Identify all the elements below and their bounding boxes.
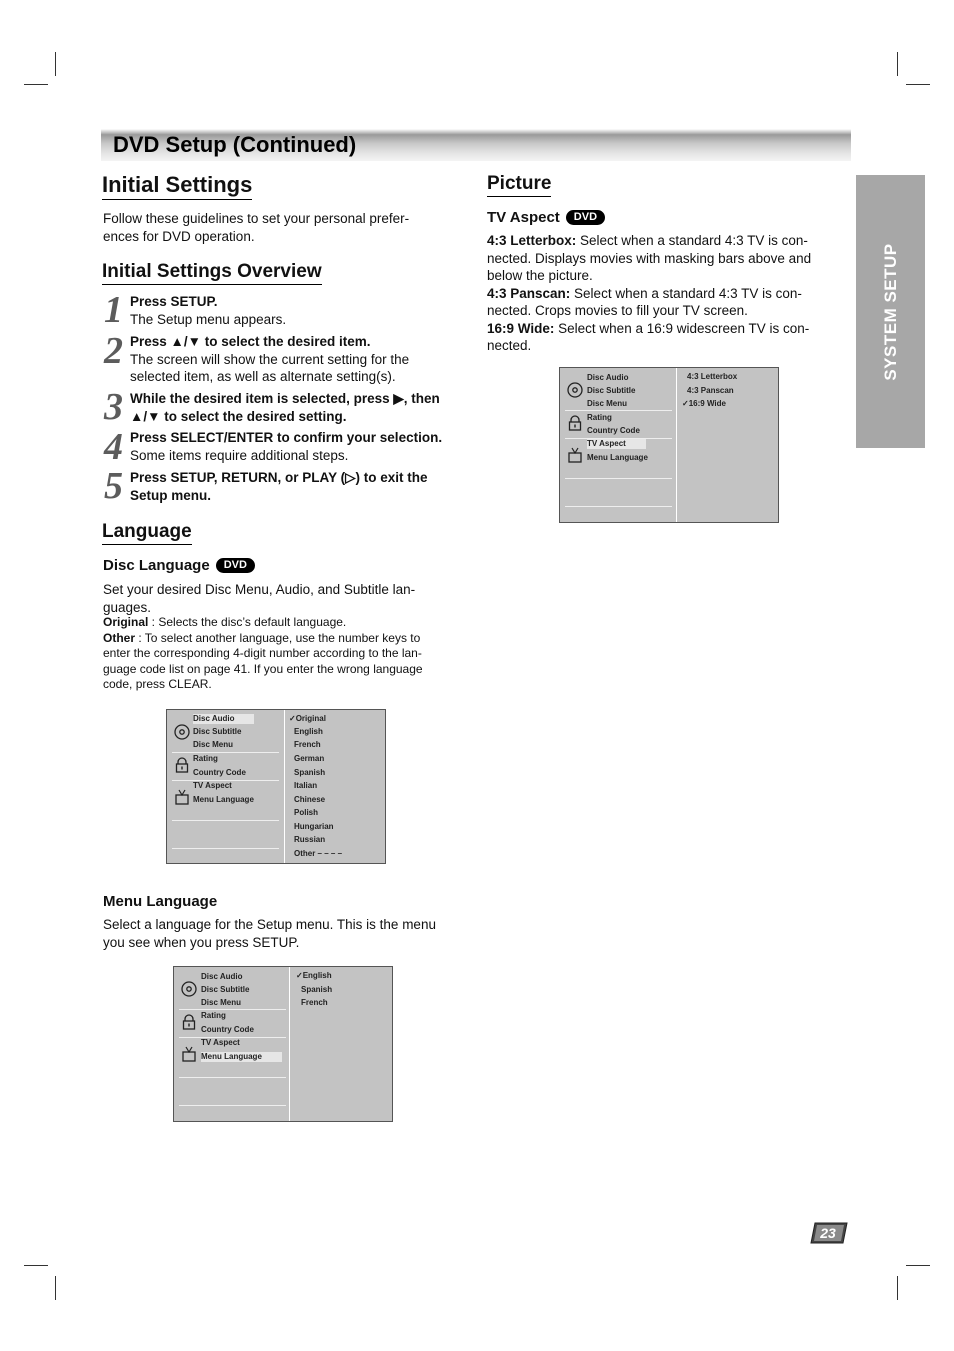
step-5 [130, 469, 427, 504]
tv-aspect-description [487, 232, 811, 355]
option-original[interactable]: ✓Original [289, 714, 326, 723]
disc-language-title: Disc Language [103, 557, 210, 574]
panscan-text: Select when a standard 4:3 TV is con- [570, 285, 802, 301]
option-polish[interactable]: Polish [294, 808, 319, 817]
step-number: 5 [104, 465, 123, 507]
menu-item-menu-language[interactable]: Menu Language [587, 453, 648, 462]
menu-item-disc-audio[interactable]: Disc Audio [193, 714, 254, 724]
menu-item-disc-menu[interactable]: Disc Menu [201, 998, 242, 1007]
other-text: code, press CLEAR. [103, 677, 212, 691]
description-line: Select a language for the Setup menu. This is the menu [103, 917, 436, 932]
description-line: guages. [103, 599, 152, 615]
menu-item-country-code[interactable]: Country Code [587, 426, 640, 435]
option-english[interactable]: English [294, 727, 323, 736]
letterbox-text: below the picture. [487, 268, 593, 283]
option-hungarian[interactable]: Hungarian [294, 822, 334, 831]
other-text: : To select another language, use the number keys to [135, 630, 421, 645]
menu-item-disc-audio[interactable]: Disc Audio [201, 972, 243, 981]
option-english[interactable]: ✓English [296, 971, 332, 980]
menu-item-rating[interactable]: Rating [193, 754, 218, 763]
disc-icon [181, 981, 197, 997]
step-1 [130, 293, 286, 328]
tv-aspect-title: TV Aspect [487, 209, 560, 226]
menu-language-description [103, 916, 436, 951]
menu-item-disc-audio[interactable]: Disc Audio [587, 373, 629, 382]
other-text: enter the corresponding 4-digit number according to the lan- [103, 646, 422, 660]
option-letterbox[interactable]: 4:3 Letterbox [687, 372, 738, 381]
crop-mark [55, 52, 56, 76]
menu-item-rating[interactable]: Rating [587, 413, 612, 422]
step-4 [130, 429, 442, 464]
crop-mark [906, 1265, 930, 1266]
side-tab-label: SYSTEM SETUP [880, 242, 900, 381]
wide-label: 16:9 Wide: [487, 320, 555, 336]
disc-language-description [103, 581, 415, 616]
option-spanish[interactable]: Spanish [301, 985, 333, 994]
step-instruction: ▲/▼ to select the desired setting. [130, 408, 347, 424]
option-russian[interactable]: Russian [294, 835, 326, 844]
page-title: DVD Setup (Continued) [113, 132, 357, 157]
menu-item-rating[interactable]: Rating [201, 1011, 226, 1020]
step-note: The Setup menu appears. [130, 311, 287, 327]
language-heading: Language [102, 521, 192, 545]
crop-mark [897, 1276, 898, 1300]
page-number-badge [809, 1222, 849, 1244]
step-instruction: Press ▲/▼ to select the desired item. [130, 334, 371, 349]
menu-item-disc-menu[interactable]: Disc Menu [587, 399, 628, 408]
letterbox-text: nected. Displays movies with masking bars above and [487, 250, 812, 266]
page-number: 23 [820, 1225, 836, 1241]
side-tab [856, 175, 925, 448]
disc-language-menu-screen [166, 709, 386, 864]
menu-item-disc-subtitle[interactable]: Disc Subtitle [201, 985, 250, 994]
disc-language-heading [103, 557, 255, 575]
intro-paragraph [103, 210, 409, 245]
lock-icon [181, 1014, 197, 1030]
other-text: guage code list on page 41. If you enter the wrong language [103, 661, 423, 676]
dvd-badge: DVD [566, 210, 605, 225]
panscan-text: nected. Crops movies to fill your TV screen. [487, 303, 748, 318]
dvd-badge: DVD [216, 558, 255, 573]
option-panscan[interactable]: 4:3 Panscan [687, 386, 734, 395]
menu-item-disc-subtitle[interactable]: Disc Subtitle [587, 386, 636, 395]
step-note: Some items require additional steps. [130, 447, 349, 463]
option-spanish[interactable]: Spanish [294, 768, 326, 777]
tv-icon [567, 447, 583, 463]
option-other[interactable]: Other – – – – [294, 849, 343, 858]
crop-mark [897, 52, 898, 76]
menu-item-country-code[interactable]: Country Code [201, 1025, 254, 1034]
intro-line: Follow these guidelines to set your personal prefer- [103, 211, 410, 226]
disc-language-options-text [103, 615, 423, 693]
intro-line: ences for DVD operation. [103, 228, 255, 244]
other-label: Other [103, 630, 136, 645]
option-french[interactable]: French [294, 740, 321, 749]
disc-icon [567, 382, 583, 398]
menu-item-tv-aspect[interactable]: TV Aspect [201, 1038, 240, 1047]
step-instruction: Press SELECT/ENTER to confirm your selection. [130, 430, 443, 445]
step-note: selected item, as well as alternate setting(s). [130, 369, 396, 384]
lock-icon [174, 757, 190, 773]
description-line: you see when you press SETUP. [103, 934, 300, 950]
menu-item-disc-subtitle[interactable]: Disc Subtitle [193, 727, 242, 736]
option-french[interactable]: French [301, 998, 328, 1007]
step-instruction: Press SETUP, RETURN, or PLAY (▷) to exit the [130, 470, 428, 485]
disc-icon [174, 724, 190, 740]
option-chinese[interactable]: Chinese [294, 795, 326, 804]
tv-icon [181, 1046, 197, 1062]
menu-item-tv-aspect[interactable]: TV Aspect [193, 781, 232, 790]
menu-language-heading: Menu Language [103, 893, 218, 910]
tv-icon [174, 789, 190, 805]
crop-mark [55, 1276, 56, 1300]
initial-settings-heading: Initial Settings [102, 172, 252, 200]
menu-item-menu-language[interactable]: Menu Language [201, 1052, 282, 1062]
option-italian[interactable]: Italian [294, 781, 318, 790]
step-note: The screen will show the current setting for the [130, 351, 410, 367]
step-number: 3 [104, 386, 123, 428]
step-instruction: While the desired item is selected, press ▶, then [130, 391, 440, 406]
crop-mark [24, 84, 48, 85]
section-header-bar [101, 129, 851, 161]
description-line: Set your desired Disc Menu, Audio, and Subtitle lan- [103, 582, 416, 597]
step-instruction: Press SETUP. [130, 294, 218, 309]
letterbox-label: 4:3 Letterbox: [487, 233, 577, 248]
wide-text: nected. [487, 338, 532, 353]
step-instruction: Setup menu. [130, 487, 212, 503]
menu-item-disc-menu[interactable]: Disc Menu [193, 740, 234, 749]
option-german[interactable]: German [294, 754, 325, 763]
step-number: 2 [104, 330, 123, 372]
tv-aspect-heading [487, 209, 605, 227]
option-wide[interactable]: ✓16:9 Wide [682, 399, 726, 408]
original-text: : Selects the disc’s default language. [148, 615, 347, 629]
panscan-label: 4:3 Panscan: [487, 285, 571, 301]
step-3 [130, 390, 440, 425]
letterbox-text: Select when a standard 4:3 TV is con- [576, 233, 808, 248]
crop-mark [24, 1265, 48, 1266]
menu-item-country-code[interactable]: Country Code [193, 768, 246, 777]
step-2 [130, 333, 409, 386]
step-number: 4 [104, 426, 123, 468]
menu-item-tv-aspect[interactable]: TV Aspect [587, 439, 646, 449]
overview-heading: Initial Settings Overview [102, 261, 322, 285]
lock-icon [567, 415, 583, 431]
original-label: Original [103, 615, 149, 629]
wide-text: Select when a 16:9 widescreen TV is con- [554, 320, 810, 336]
menu-item-menu-language[interactable]: Menu Language [193, 795, 254, 804]
menu-language-menu-screen [173, 966, 393, 1122]
step-number: 1 [104, 289, 123, 331]
tv-aspect-menu-screen [559, 367, 779, 523]
picture-heading: Picture [487, 173, 551, 197]
crop-mark [906, 84, 930, 85]
